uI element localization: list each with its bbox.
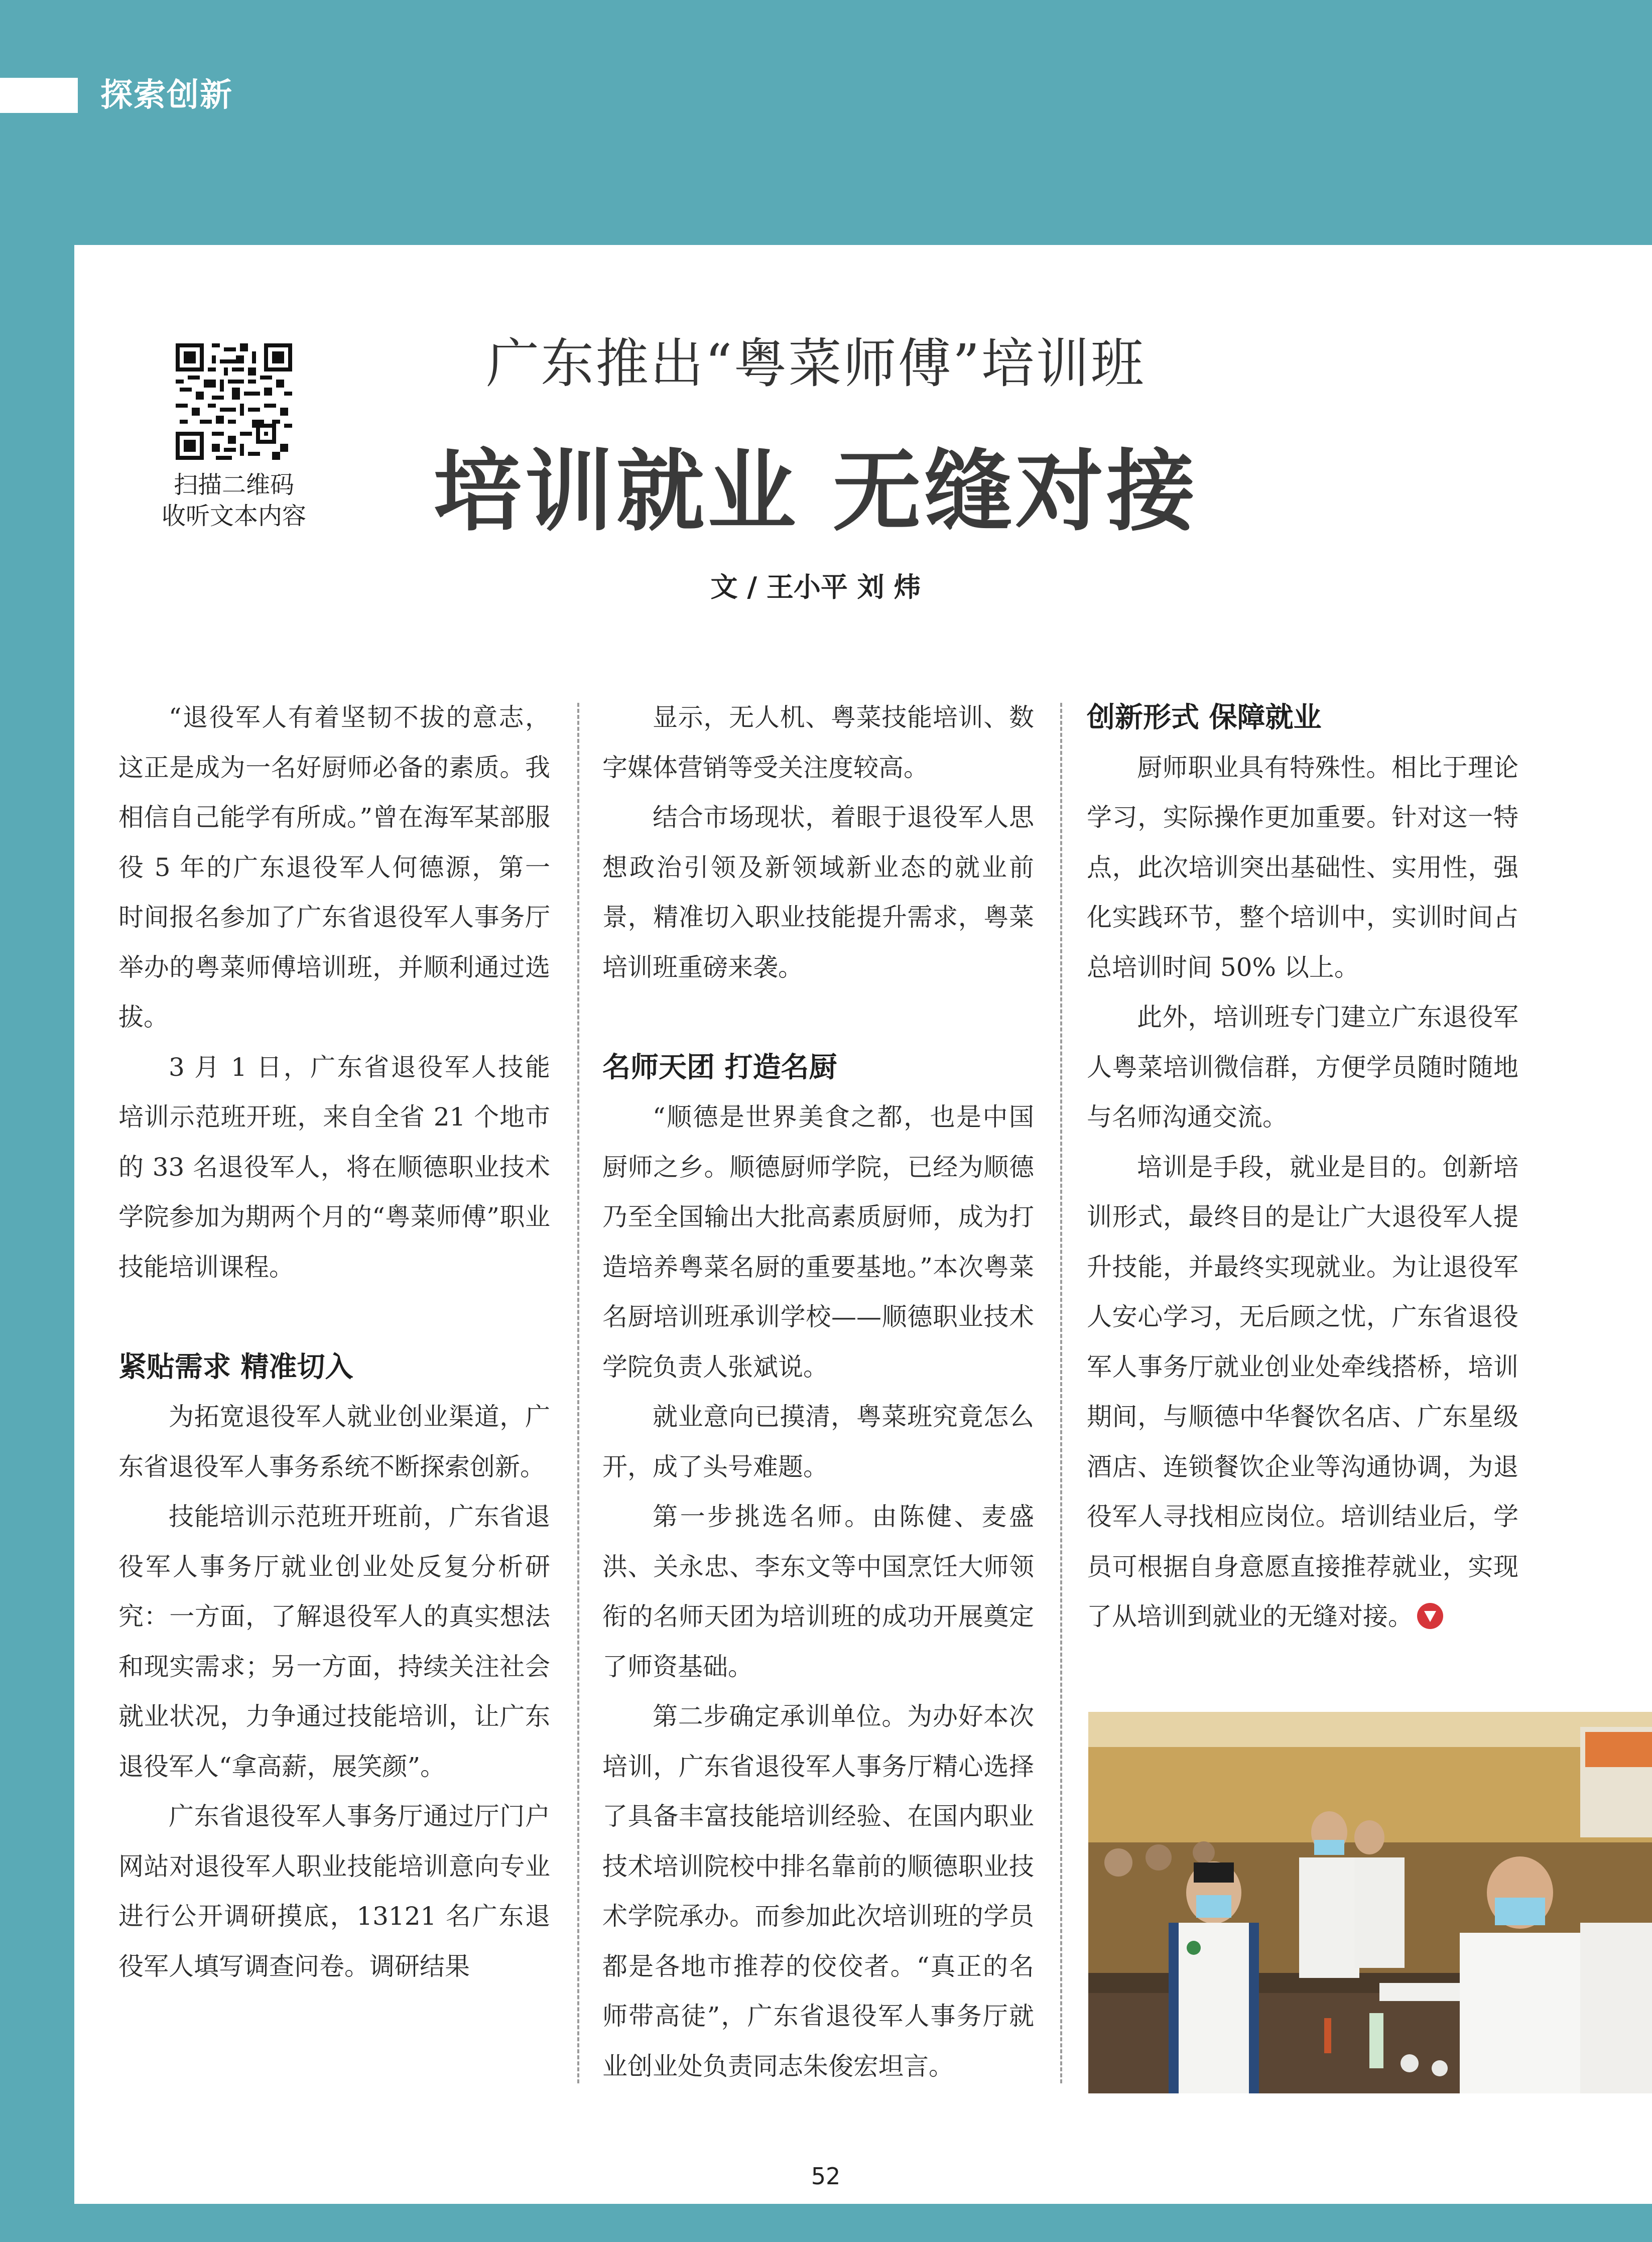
qr-caption-line1: 扫描二维码 — [173, 471, 294, 499]
paragraph: 显示，无人机、粤菜技能培训、数字媒体营销等受关注度较高。 — [602, 703, 1034, 782]
article-byline: 文 / 王小平 刘 炜 — [710, 571, 921, 603]
qr-code-icon — [176, 343, 292, 460]
paragraph: “顺德是世界美食之都，也是中国厨师之乡。顺德厨师学院，已经为顺德乃至全国输出大批高素质厨师，成为打造培养粤菜名厨的重要基地。”本次粤菜名厨培训班承训学校——顺德职业技术学院负责人张斌说。 — [602, 1102, 1034, 1382]
article-subtitle: 广东推出“粤菜师傅”培训班 — [486, 333, 1146, 395]
paragraph: 3 月 1 日，广东省退役军人技能培训示范班开班，来自全省 21 个地市的 33 名退役军人，将在顺德职业技术学院参加为期两个月的“粤菜师傅”职业技能培训课程。 — [118, 1052, 550, 1282]
training-photo — [1088, 1712, 1652, 2093]
paragraph: 就业意向已摸清，粤菜班究竟怎么开，成了头号难题。 — [602, 1402, 1034, 1481]
section-heading: 创新形式 保障就业 — [1087, 701, 1322, 734]
paragraph: 广东省退役军人事务厅通过厅门户网站对退役军人职业技能培训意向专业进行公开调研摸底，13121 名广东退役军人填写调查问卷。调研结果 — [118, 1802, 550, 1981]
section-heading: 名师天团 打造名厨 — [602, 1051, 837, 1084]
column-2 — [602, 693, 1034, 2091]
paragraph: 此外，培训班专门建立广东退役军人粤菜培训微信群，方便学员随时随地与名师沟通交流。 — [1087, 1003, 1518, 1132]
paragraph: 第二步确定承训单位。为办好本次培训，广东省退役军人事务厅精心选择了具备丰富技能培训经验、在国内职业技术培训院校中排名靠前的顺德职业技术学院承办。而参加此次培训班的学员都是各地市推荐的佼佼者。“真正的名师带高徒”，广东省退役军人事务厅就业创业处负责同志朱俊宏坦言。 — [602, 1702, 1034, 2081]
column-3 — [1087, 693, 1518, 1642]
paragraph: 厨师职业具有特殊性。相比于理论学习，实际操作更加重要。针对这一特点，此次培训突出基础性、实用性，强化实践环节，整个培训中，实训时间占总培训时间 50% 以上。 — [1087, 753, 1518, 982]
page-number: 52 — [811, 2163, 841, 2190]
section-tag-block — [0, 78, 78, 113]
qr-caption-line2: 收听文本内容 — [161, 502, 306, 530]
paragraph: 技能培训示范班开班前，广东省退役军人事务厅就业创业处反复分析研究：一方面，了解退役军人的真实想法和现实需求；另一方面，持续关注社会就业状况，力争通过技能培训，让广东退役军人“拿高薪，展笑颜”。 — [118, 1502, 550, 1781]
paragraph: 结合市场现状，着眼于退役军人思想政治引领及新领域新业态的就业前景，精准切入职业技能提升需求，粤菜培训班重磅来袭。 — [602, 803, 1034, 982]
column-1 — [118, 693, 550, 1991]
qr-caption — [146, 469, 322, 532]
section-heading: 紧贴需求 精准切入 — [118, 1350, 353, 1384]
end-mark-icon — [1417, 1603, 1443, 1629]
paragraph — [1087, 1143, 1518, 1642]
paragraph: “退役军人有着坚韧不拔的意志，这正是成为一名好厨师必备的素质。我相信自己能学有所成。”曾在海军某部服役 5 年的广东退役军人何德源，第一时间报名参加了广东省退役军人事务厅举办的粤菜师傅培训班，并顺利通过选拔。 — [118, 703, 550, 1032]
section-label: 探索创新 — [100, 77, 233, 114]
column-divider — [1060, 703, 1062, 2083]
paragraph-text: 培训是手段，就业是目的。创新培训形式，最终目的是让广大退役军人提升技能，并最终实现就业。为让退役军人安心学习，无后顾之忧，广东省退役军人事务厅就业创业处牵线搭桥，培训期间，与顺德中华餐饮名店、广东星级酒店、连锁餐饮企业等沟通协调，为退役军人寻找相应岗位。培训结业后，学员可根据自身意愿直接推荐就业，实现了从培训到就业的无缝对接。 — [1087, 1152, 1518, 1631]
paragraph: 第一步挑选名师。由陈健、麦盛洪、关永忠、李东文等中国烹饪大师领衔的名师天团为培训班的成功开展奠定了师资基础。 — [602, 1502, 1034, 1681]
column-divider — [577, 703, 579, 2083]
article-title: 培训就业 无缝对接 — [433, 440, 1198, 543]
paragraph: 为拓宽退役军人就业创业渠道，广东省退役军人事务系统不断探索创新。 — [118, 1402, 550, 1481]
